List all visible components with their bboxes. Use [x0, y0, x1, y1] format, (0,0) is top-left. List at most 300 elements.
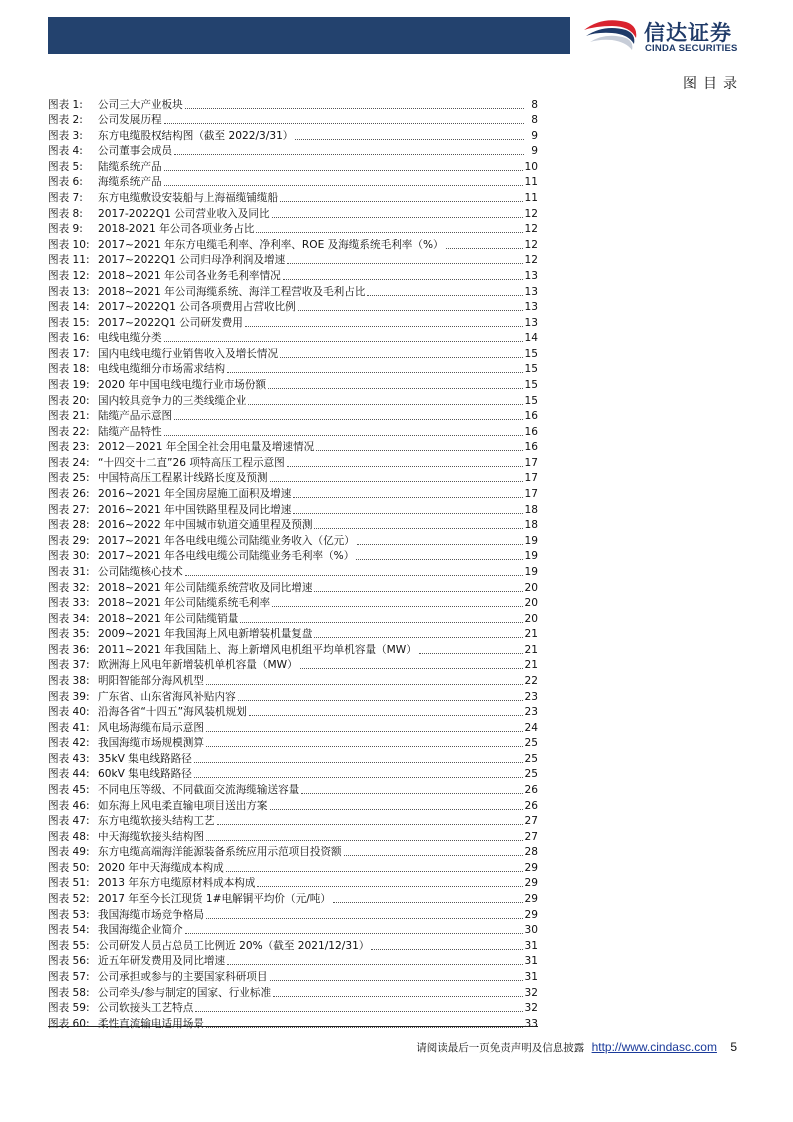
toc-row[interactable]	[48, 844, 538, 860]
toc-dot-leader	[206, 746, 523, 747]
toc-page-number: 12	[524, 254, 538, 267]
toc-page-number: 29	[524, 893, 538, 906]
toc-figure-number: 图表 39:	[48, 690, 90, 703]
toc-page-number: 11	[524, 192, 538, 205]
toc-figure-number: 图表 19:	[48, 378, 90, 391]
toc-dot-leader	[185, 575, 523, 576]
toc-page-number: 29	[524, 877, 538, 890]
toc-dot-leader	[270, 481, 523, 482]
toc-row[interactable]	[48, 937, 538, 953]
toc-figure-title: 公司研发人员占总员工比例近 20%（截至 2021/12/31）	[98, 939, 370, 952]
toc-figure-number: 图表 5:	[48, 160, 83, 173]
footer-divider	[48, 1026, 538, 1027]
toc-row[interactable]	[48, 392, 538, 408]
toc-figure-number: 图表 26:	[48, 488, 90, 501]
toc-row[interactable]	[48, 221, 538, 237]
toc-row[interactable]	[48, 922, 538, 938]
toc-dot-leader	[273, 996, 522, 997]
toc-page-number: 16	[524, 425, 538, 438]
toc-figure-title: 2017~2022Q1 公司归母净利润及增速	[98, 254, 286, 267]
toc-figure-number: 图表 36:	[48, 643, 90, 656]
toc-dot-leader	[283, 279, 523, 280]
toc-page-number: 33	[524, 1017, 538, 1030]
toc-figure-number: 图表 50:	[48, 861, 90, 874]
toc-figure-title: 2017~2022Q1 公司研发费用	[98, 316, 243, 329]
toc-figure-number: 图表 57:	[48, 970, 90, 983]
toc-row[interactable]	[48, 953, 538, 969]
toc-page-number: 17	[524, 456, 538, 469]
toc-figure-number: 图表 22:	[48, 425, 90, 438]
toc-figure-title: 公司牵头/参与制定的国家、行业标准	[98, 986, 272, 999]
toc-row[interactable]	[48, 890, 538, 906]
toc-dot-leader	[314, 637, 522, 638]
toc-figure-title: “十四交十二直”26 项特高压工程示意图	[98, 456, 285, 469]
toc-figure-title: 柔性直流输电适用场景	[98, 1017, 204, 1030]
toc-row[interactable]	[48, 112, 538, 128]
toc-figure-title: 欧洲海上风电年新增装机单机容量（MW）	[98, 659, 298, 672]
toc-figure-title: 35kV 集电线路路径	[98, 752, 192, 765]
toc-dot-leader	[293, 513, 522, 514]
toc-row[interactable]	[48, 174, 538, 190]
toc-row[interactable]	[48, 641, 538, 657]
toc-figure-title: 2018~2021 年公司陆缆系统毛利率	[98, 597, 271, 610]
toc-dot-leader	[227, 372, 522, 373]
toc-dot-leader	[164, 170, 523, 171]
toc-figure-number: 图表 17:	[48, 347, 90, 360]
toc-row[interactable]	[48, 750, 538, 766]
cinda-securities-logo	[582, 16, 772, 56]
toc-figure-number: 图表 3:	[48, 129, 83, 142]
toc-figure-number: 图表 4:	[48, 145, 83, 158]
toc-page-number: 17	[524, 472, 538, 485]
toc-page-number: 31	[524, 939, 538, 952]
toc-page-number: 15	[524, 347, 538, 360]
toc-page-number: 12	[524, 223, 538, 236]
toc-row[interactable]	[48, 96, 538, 112]
toc-dot-leader	[301, 793, 522, 794]
toc-figure-title: 2017~2021 年各电线电缆公司陆缆业务毛利率（%）	[98, 550, 355, 563]
toc-figure-number: 图表 31:	[48, 565, 90, 578]
toc-figure-title: 陆缆产品示意图	[98, 410, 173, 423]
toc-page-number: 15	[524, 378, 538, 391]
toc-dot-leader	[174, 419, 522, 420]
toc-row[interactable]	[48, 299, 538, 315]
toc-row[interactable]	[48, 330, 538, 346]
toc-figure-title: 我国海缆市场竞争格局	[98, 908, 204, 921]
toc-page-number: 13	[524, 316, 538, 329]
toc-row[interactable]	[48, 719, 538, 735]
toc-dot-leader	[226, 871, 523, 872]
toc-row[interactable]	[48, 189, 538, 205]
cinda-logo-icon	[582, 16, 640, 56]
toc-page-number: 15	[524, 363, 538, 376]
toc-row[interactable]	[48, 781, 538, 797]
toc-dot-leader	[357, 544, 523, 545]
toc-page-number: 21	[524, 628, 538, 641]
toc-figure-number: 图表 16:	[48, 332, 90, 345]
toc-dot-leader	[245, 326, 523, 327]
toc-dot-leader	[270, 980, 523, 981]
toc-figure-number: 图表 29:	[48, 534, 90, 547]
toc-page-number: 19	[524, 565, 538, 578]
toc-dot-leader	[272, 606, 522, 607]
toc-row[interactable]	[48, 1000, 538, 1016]
toc-page-number: 9	[531, 129, 538, 142]
toc-figure-title: 国内电线电缆行业销售收入及增长情况	[98, 347, 279, 360]
toc-row[interactable]	[48, 454, 538, 470]
toc-row[interactable]	[48, 439, 538, 455]
toc-page-number: 21	[524, 643, 538, 656]
toc-dot-leader	[419, 653, 523, 654]
toc-page-number: 20	[524, 612, 538, 625]
toc-page-number: 24	[524, 721, 538, 734]
toc-row[interactable]	[48, 283, 538, 299]
toc-page-number: 26	[524, 784, 538, 797]
toc-figure-number: 图表 23:	[48, 441, 90, 454]
toc-figure-number: 图表 10:	[48, 238, 90, 251]
toc-figure-title: 2009~2021 年我国海上风电新增装机量复盘	[98, 628, 313, 641]
toc-row[interactable]	[48, 626, 538, 642]
toc-figure-number: 图表 13:	[48, 285, 90, 298]
toc-page-number: 12	[524, 238, 538, 251]
toc-row[interactable]	[48, 579, 538, 595]
toc-page-number: 16	[524, 441, 538, 454]
toc-figure-title: 2012－2021 年全国全社会用电量及增速情况	[98, 441, 315, 454]
toc-figure-number: 图表 43:	[48, 752, 90, 765]
toc-dot-leader	[249, 715, 523, 716]
toc-dot-leader	[194, 762, 523, 763]
toc-dot-leader	[314, 528, 522, 529]
toc-figure-number: 图表 6:	[48, 176, 83, 189]
toc-dot-leader	[164, 341, 523, 342]
toc-page-number: 28	[524, 846, 538, 859]
toc-figure-title: 2018~2021 年公司海缆系统、海洋工程营收及毛利占比	[98, 285, 366, 298]
toc-figure-number: 图表 59:	[48, 1002, 90, 1015]
toc-page-number: 32	[524, 986, 538, 999]
toc-page-number: 13	[524, 301, 538, 314]
toc-dot-leader	[257, 886, 522, 887]
toc-page-number: 16	[524, 410, 538, 423]
toc-page-number: 17	[524, 488, 538, 501]
toc-figure-number: 图表 15:	[48, 316, 90, 329]
toc-row[interactable]	[48, 205, 538, 221]
toc-figure-title: 明阳智能部分海风机型	[98, 674, 204, 687]
toc-page-number: 21	[524, 659, 538, 672]
toc-row[interactable]	[48, 376, 538, 392]
toc-figure-number: 图表 42:	[48, 737, 90, 750]
toc-figure-title: 2018~2021 年公司陆缆系统营收及同比增速	[98, 581, 313, 594]
toc-figure-title: 海缆系统产品	[98, 176, 162, 189]
toc-page-number: 8	[531, 114, 538, 127]
toc-figure-number: 图表 9:	[48, 223, 83, 236]
toc-figure-number: 图表 58:	[48, 986, 90, 999]
toc-figure-number: 图表 28:	[48, 519, 90, 532]
toc-figure-number: 图表 52:	[48, 893, 90, 906]
toc-row[interactable]	[48, 548, 538, 564]
toc-page-number: 13	[524, 269, 538, 282]
toc-row[interactable]	[48, 563, 538, 579]
toc-page-number: 19	[524, 534, 538, 547]
toc-row[interactable]	[48, 688, 538, 704]
toc-figure-number: 图表 32:	[48, 581, 90, 594]
toc-dot-leader	[367, 295, 522, 296]
toc-row[interactable]	[48, 143, 538, 159]
toc-figure-title: 2017-2022Q1 公司营业收入及同比	[98, 207, 270, 220]
toc-dot-leader	[344, 855, 523, 856]
toc-figure-number: 图表 2:	[48, 114, 83, 127]
toc-row[interactable]	[48, 267, 538, 283]
toc-row[interactable]	[48, 875, 538, 891]
toc-figure-title: 2016~2021 年中国铁路里程及同比增速	[98, 503, 292, 516]
toc-figure-title: 不同电压等级、不同截面交流海缆输送容量	[98, 784, 300, 797]
toc-dot-leader	[300, 668, 523, 669]
toc-page-number: 23	[524, 706, 538, 719]
toc-figure-number: 图表 49:	[48, 846, 90, 859]
toc-dot-leader	[293, 497, 522, 498]
toc-dot-leader	[316, 450, 522, 451]
toc-figure-number: 图表 27:	[48, 503, 90, 516]
toc-page-number: 18	[524, 503, 538, 516]
toc-dot-leader	[185, 933, 523, 934]
logo-english-text: CINDA SECURITIES	[645, 43, 738, 54]
toc-dot-leader	[314, 591, 522, 592]
toc-dot-leader	[194, 777, 523, 778]
toc-figure-number: 图表 48:	[48, 830, 90, 843]
toc-figure-number: 图表 14:	[48, 301, 90, 314]
footer-page-number: 5	[730, 1040, 737, 1054]
toc-figure-number: 图表 60:	[48, 1017, 90, 1030]
toc-row[interactable]	[48, 906, 538, 922]
toc-dot-leader	[217, 824, 523, 825]
toc-figure-title: 中国特高压工程累计线路长度及预测	[98, 472, 268, 485]
toc-dot-leader	[164, 435, 523, 436]
toc-figure-title: 公司发展历程	[98, 114, 162, 127]
toc-figure-title: 2020 年中天海缆成本构成	[98, 861, 224, 874]
toc-dot-leader	[272, 217, 523, 218]
toc-figure-number: 图表 33:	[48, 597, 90, 610]
toc-row[interactable]	[48, 735, 538, 751]
toc-figure-number: 图表 56:	[48, 955, 90, 968]
toc-page-number: 27	[524, 815, 538, 828]
toc-row[interactable]	[48, 485, 538, 501]
toc-figure-title: 国内较具竞争力的三类线缆企业	[98, 394, 247, 407]
toc-figure-title: 如东海上风电柔直输电项目送出方案	[98, 799, 268, 812]
toc-dot-leader	[280, 357, 522, 358]
toc-dot-leader	[227, 964, 522, 965]
toc-figure-title: 中天海缆软接头结构图	[98, 830, 204, 843]
toc-dot-leader	[164, 185, 523, 186]
toc-figure-number: 图表 7:	[48, 192, 83, 205]
toc-figure-number: 图表 30:	[48, 550, 90, 563]
toc-row[interactable]	[48, 532, 538, 548]
toc-page-number: 22	[524, 674, 538, 687]
toc-figure-number: 图表 54:	[48, 924, 90, 937]
toc-page-number: 9	[531, 145, 538, 158]
toc-page-number: 15	[524, 394, 538, 407]
toc-row[interactable]	[48, 501, 538, 517]
toc-row[interactable]	[48, 1015, 538, 1031]
toc-page-number: 30	[524, 924, 538, 937]
toc-row[interactable]	[48, 158, 538, 174]
toc-dot-leader	[270, 809, 523, 810]
toc-page-number: 32	[524, 1002, 538, 1015]
toc-dot-leader	[238, 700, 523, 701]
toc-figure-title: 公司陆缆核心技术	[98, 565, 183, 578]
toc-row[interactable]	[48, 968, 538, 984]
toc-figure-title: 2013 年东方电缆原材料成本构成	[98, 877, 256, 890]
toc-dot-leader	[206, 731, 523, 732]
toc-dot-leader	[256, 232, 522, 233]
toc-dot-leader	[295, 139, 524, 140]
toc-figure-title: 广东省、山东省海风补贴内容	[98, 690, 236, 703]
toc-dot-leader	[446, 248, 523, 249]
toc-dot-leader	[248, 404, 522, 405]
toc-page-number: 11	[524, 176, 538, 189]
toc-row[interactable]	[48, 704, 538, 720]
toc-figure-title: 2018-2021 年公司各项业务占比	[98, 223, 255, 236]
logo-chinese-text: 信达证券	[644, 21, 732, 45]
toc-page-number: 18	[524, 519, 538, 532]
toc-page-number: 25	[524, 752, 538, 765]
toc-dot-leader	[280, 201, 522, 202]
toc-row[interactable]	[48, 236, 538, 252]
toc-row[interactable]	[48, 314, 538, 330]
toc-figure-number: 图表 51:	[48, 877, 90, 890]
toc-figure-number: 图表 35:	[48, 628, 90, 641]
toc-figure-number: 图表 18:	[48, 363, 90, 376]
toc-figure-title: 东方电缆高端海洋能源装备系统应用示范项目投资额	[98, 846, 342, 859]
toc-figure-title: 2017~2022Q1 公司各项费用占营收比例	[98, 301, 296, 314]
toc-figure-number: 图表 8:	[48, 207, 83, 220]
toc-page-number: 10	[524, 160, 538, 173]
toc-dot-leader	[356, 559, 522, 560]
toc-row[interactable]	[48, 797, 538, 813]
toc-dot-leader	[287, 263, 522, 264]
footer-disclaimer: 请阅读最后一页免责声明及信息披露	[416, 1042, 585, 1054]
toc-row[interactable]	[48, 361, 538, 377]
toc-figure-title: 我国海缆市场规模测算	[98, 737, 204, 750]
toc-row[interactable]	[48, 672, 538, 688]
footer	[416, 1040, 737, 1055]
toc-dot-leader	[333, 902, 523, 903]
toc-dot-leader	[195, 1011, 522, 1012]
toc-figure-number: 图表 47:	[48, 815, 90, 828]
toc-figure-number: 图表 11:	[48, 254, 90, 267]
toc-figure-title: 2020 年中国电线电缆行业市场份额	[98, 378, 267, 391]
toc-figure-title: 2018~2021 年公司各业务毛利率情况	[98, 269, 281, 282]
toc-page-number: 29	[524, 861, 538, 874]
toc-figure-number: 图表 44:	[48, 768, 90, 781]
toc-figure-title: 沿海各省“十四五”海风装机规划	[98, 706, 247, 719]
toc-figure-number: 图表 53:	[48, 908, 90, 921]
toc-dot-leader	[268, 388, 522, 389]
toc-dot-leader	[206, 684, 523, 685]
toc-dot-leader	[371, 949, 522, 950]
toc-figure-title: 公司三大产业板块	[98, 98, 183, 111]
toc-row[interactable]	[48, 610, 538, 626]
toc-dot-leader	[206, 840, 523, 841]
toc-figure-title: 2018~2021 年公司陆缆销量	[98, 612, 239, 625]
toc-page-number: 20	[524, 597, 538, 610]
toc-figure-number: 图表 41:	[48, 721, 90, 734]
toc-figure-title: 2016~2021 年全国房屋施工面积及增速	[98, 488, 292, 501]
toc-page-number: 29	[524, 908, 538, 921]
toc-figure-title: 我国海缆企业简介	[98, 924, 183, 937]
toc-figure-title: 近五年研发费用及同比增速	[98, 955, 226, 968]
toc-figure-number: 图表 21:	[48, 410, 90, 423]
toc-row[interactable]	[48, 595, 538, 611]
toc-page-number: 14	[524, 332, 538, 345]
toc-figure-title: 60kV 集电线路路径	[98, 768, 192, 781]
table-of-figures	[48, 96, 538, 1031]
toc-row[interactable]	[48, 408, 538, 424]
toc-figure-title: 电线电缆细分市场需求结构	[98, 363, 226, 376]
toc-row[interactable]	[48, 828, 538, 844]
toc-figure-number: 图表 12:	[48, 269, 90, 282]
page-title: 图目录	[683, 76, 743, 92]
toc-page-number: 25	[524, 768, 538, 781]
toc-row[interactable]	[48, 859, 538, 875]
toc-figure-title: 2017~2021 年东方电缆毛利率、净利率、ROE 及海缆系统毛利率（%）	[98, 238, 444, 251]
toc-page-number: 8	[531, 98, 538, 111]
toc-figure-title: 陆缆系统产品	[98, 160, 162, 173]
toc-figure-number: 图表 34:	[48, 612, 90, 625]
toc-dot-leader	[206, 918, 523, 919]
toc-figure-number: 图表 25:	[48, 472, 90, 485]
toc-figure-title: 陆缆产品特性	[98, 425, 162, 438]
toc-figure-title: 风电场海缆布局示意图	[98, 721, 204, 734]
toc-figure-title: 2017~2021 年各电线电缆公司陆缆业务收入（亿元）	[98, 534, 355, 547]
toc-row[interactable]	[48, 252, 538, 268]
toc-row[interactable]	[48, 517, 538, 533]
toc-dot-leader	[164, 123, 524, 124]
toc-figure-title: 电线电缆分类	[98, 332, 162, 345]
toc-figure-number: 图表 24:	[48, 456, 90, 469]
toc-figure-number: 图表 40:	[48, 706, 90, 719]
toc-row[interactable]	[48, 127, 538, 143]
toc-dot-leader	[185, 108, 524, 109]
toc-page-number: 12	[524, 207, 538, 220]
toc-row[interactable]	[48, 984, 538, 1000]
header-bar	[48, 17, 570, 54]
toc-figure-number: 图表 38:	[48, 674, 90, 687]
toc-figure-title: 东方电缆软接头结构工艺	[98, 815, 215, 828]
toc-row[interactable]	[48, 423, 538, 439]
toc-page-number: 31	[524, 955, 538, 968]
toc-figure-number: 图表 1:	[48, 98, 83, 111]
toc-figure-title: 2017 年至今长江现货 1#电解铜平均价（元/吨）	[98, 893, 331, 906]
toc-figure-number: 图表 45:	[48, 784, 90, 797]
toc-page-number: 23	[524, 690, 538, 703]
toc-page-number: 26	[524, 799, 538, 812]
toc-dot-leader	[287, 466, 523, 467]
toc-row[interactable]	[48, 470, 538, 486]
toc-figure-number: 图表 55:	[48, 939, 90, 952]
toc-row[interactable]	[48, 813, 538, 829]
footer-url-link[interactable]: http://www.cindasc.com	[591, 1040, 717, 1054]
toc-figure-title: 2016~2022 年中国城市轨道交通里程及预测	[98, 519, 313, 532]
toc-page-number: 13	[524, 285, 538, 298]
toc-page-number: 20	[524, 581, 538, 594]
toc-row[interactable]	[48, 345, 538, 361]
toc-row[interactable]	[48, 766, 538, 782]
toc-page-number: 19	[524, 550, 538, 563]
toc-figure-title: 公司软接头工艺特点	[98, 1002, 194, 1015]
toc-row[interactable]	[48, 657, 538, 673]
toc-figure-title: 东方电缆敷设安装船与上海福缆铺缆船	[98, 192, 279, 205]
toc-page-number: 25	[524, 737, 538, 750]
toc-page-number: 31	[524, 970, 538, 983]
